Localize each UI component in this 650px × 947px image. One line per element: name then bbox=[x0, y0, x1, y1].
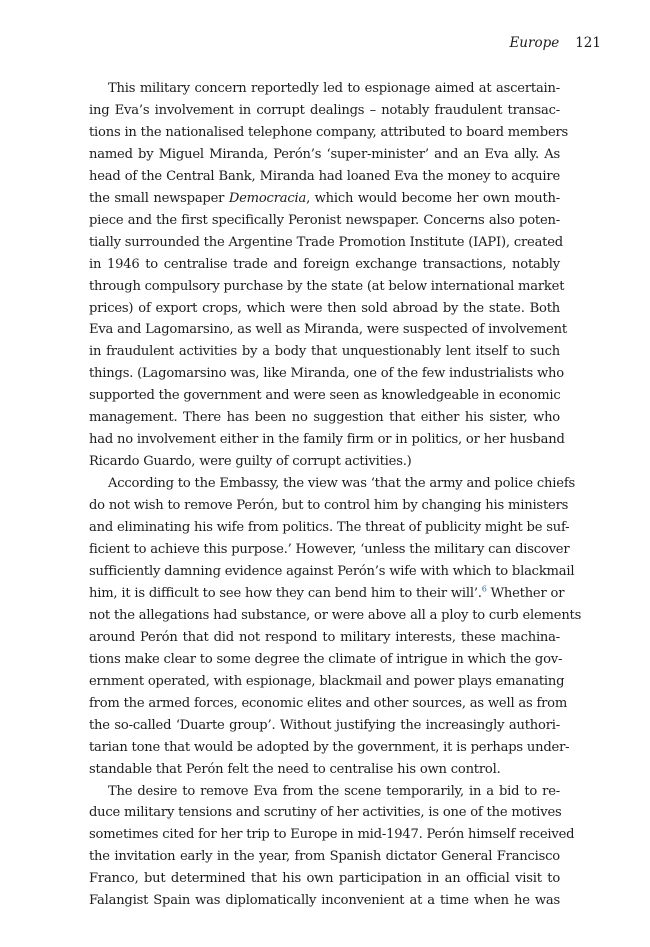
paragraph-3 bbox=[89, 781, 575, 913]
paragraph-1 bbox=[89, 78, 569, 473]
text-line: According to the Embassy, the view was ‘that the army and police chiefs bbox=[108, 476, 575, 492]
text-line: Eva and Lagomarsino, as well as Miranda, were suspected of involvement bbox=[89, 322, 567, 338]
newspaper-title: Democracia bbox=[228, 190, 307, 206]
text-fragment: him, it is difficult to see how they can bend him to their will’. bbox=[89, 585, 482, 601]
text-line: things. (Lagomarsino was, like Miranda, one of the few industrialists who bbox=[89, 366, 564, 382]
text-line: tions in the nationalised telephone company, attributed to board members bbox=[89, 124, 569, 140]
text-line bbox=[89, 188, 560, 210]
text-line: through compulsory purchase by the state (at below international market bbox=[89, 278, 565, 294]
text-line: tions make clear to some degree the climate of intrigue in which the gov- bbox=[89, 651, 563, 667]
text-line: management. There has been no suggestion that either his sister, who bbox=[89, 410, 560, 426]
text-fragment: , which would become her own mouth- bbox=[306, 190, 560, 206]
text-line: sufficiently damning evidence against Perón’s wife with which to blackmail bbox=[89, 563, 575, 579]
paragraph-2 bbox=[89, 473, 582, 780]
text-line: in fraudulent activities by a body that unquestionably lent itself to such bbox=[89, 344, 560, 360]
text-line: prices) of export crops, which were then sold abroad by the state. Both bbox=[89, 300, 560, 316]
text-line: piece and the first specifically Peronist newspaper. Concerns also poten- bbox=[89, 212, 560, 228]
text-line: around Perón that did not respond to military interests, these machina- bbox=[89, 629, 560, 645]
text-fragment: Whether or bbox=[486, 585, 565, 601]
text-line: The desire to remove Eva from the scene temporarily, in a bid to re- bbox=[108, 783, 560, 799]
text-line: had no involvement either in the family firm or in politics, or her husband bbox=[89, 432, 565, 448]
text-line: This military concern reportedly led to espionage aimed at ascertain- bbox=[108, 81, 560, 96]
text-line: from the armed forces, economic elites and other sources, as well as from bbox=[89, 695, 568, 711]
text-line: ernment operated, with espionage, blackmail and power plays emanating bbox=[89, 673, 565, 689]
text-line: duce military tensions and scrutiny of her activities, is one of the motives bbox=[89, 805, 562, 821]
text-line: tially surrounded the Argentine Trade Promotion Institute (IAPI), created bbox=[89, 234, 563, 250]
running-head-section: Europe bbox=[509, 35, 560, 51]
text-line: Ricardo Guardo, were guilty of corrupt activities.) bbox=[89, 454, 412, 470]
text-line: head of the Central Bank, Miranda had loaned Eva the money to acquire bbox=[89, 168, 560, 184]
text-line: the so-called ‘Duarte group’. Without justifying the increasingly authori- bbox=[89, 717, 560, 733]
text-line: named by Miguel Miranda, Perón’s ‘super-minister’ and an Eva ally. As bbox=[89, 146, 560, 162]
text-line: in 1946 to centralise trade and foreign exchange transactions, notably bbox=[89, 256, 560, 272]
text-line: tarian tone that would be adopted by the government, it is perhaps under- bbox=[89, 739, 570, 755]
text-line: and eliminating his wife from politics. The threat of publicity might be suf- bbox=[89, 520, 570, 536]
text-line: do not wish to remove Perón, but to control him by changing his ministers bbox=[89, 498, 569, 514]
text-line: standable that Perón felt the need to centralise his own control. bbox=[89, 761, 501, 777]
footnote-reference[interactable]: 6 bbox=[481, 584, 487, 594]
running-head bbox=[509, 34, 601, 52]
page-number: 121 bbox=[575, 35, 601, 51]
text-line: ing Eva’s involvement in corrupt dealings – notably fraudulent transac- bbox=[89, 102, 560, 118]
text-line bbox=[89, 583, 565, 605]
text-line: the invitation early in the year, from Spanish dictator General Francisco bbox=[89, 849, 560, 865]
text-line: not the allegations had substance, or were above all a ploy to curb elements bbox=[89, 607, 582, 623]
text-line: supported the government and were seen as knowledgeable in economic bbox=[89, 388, 561, 404]
body-text bbox=[89, 78, 582, 912]
text-line: ficient to achieve this purpose.’ However, ‘unless the military can discover bbox=[89, 542, 570, 558]
text-fragment: the small newspaper bbox=[89, 190, 229, 206]
text-line: Falangist Spain was diplomatically inconvenient at a time when he was bbox=[89, 893, 560, 909]
text-line: Franco, but determined that his own participation in an official visit to bbox=[89, 871, 560, 887]
text-line: sometimes cited for her trip to Europe in mid-1947. Perón himself received bbox=[89, 827, 575, 843]
